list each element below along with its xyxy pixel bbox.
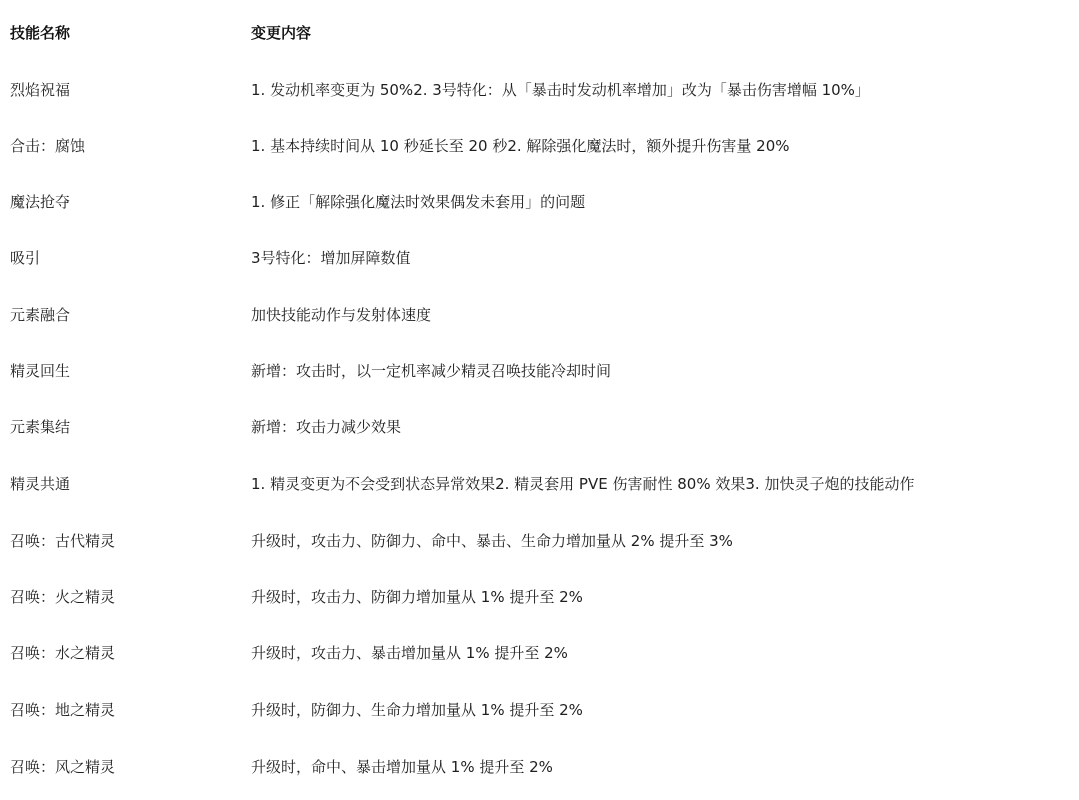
change-content: 新增：攻击时，以一定机率减少精灵召唤技能冷却时间	[251, 361, 612, 380]
table-row	[0, 125, 1079, 165]
change-content: 3号特化：增加屏障数值	[251, 248, 411, 267]
skill-name: 召唤：水之精灵	[10, 643, 116, 662]
table-row	[0, 746, 1079, 786]
table-row	[0, 237, 1079, 277]
table-row	[0, 520, 1079, 560]
change-content: 升级时，攻击力、防御力增加量从 1% 提升至 2%	[251, 587, 583, 606]
table-row	[0, 69, 1079, 109]
change-content: 1. 基本持续时间从 10 秒延长至 20 秒2. 解除强化魔法时，额外提升伤害量 20%	[251, 136, 790, 155]
change-content: 升级时，防御力、生命力增加量从 1% 提升至 2%	[251, 700, 583, 719]
header-change-content: 变更内容	[251, 23, 312, 42]
skill-name: 元素集结	[10, 417, 71, 436]
change-content: 1. 发动机率变更为 50%2. 3号特化：从「暴击时发动机率增加」改为「暴击伤害增幅 10%」	[251, 80, 870, 99]
header-skill-name: 技能名称	[10, 23, 71, 42]
change-content: 升级时，攻击力、暴击增加量从 1% 提升至 2%	[251, 643, 568, 662]
skill-name: 吸引	[10, 248, 41, 267]
change-content: 新增：攻击力减少效果	[251, 417, 402, 436]
table-row	[0, 576, 1079, 616]
change-content: 升级时，命中、暴击增加量从 1% 提升至 2%	[251, 757, 553, 776]
skill-name: 元素融合	[10, 305, 71, 324]
change-content: 升级时，攻击力、防御力、命中、暴击、生命力增加量从 2% 提升至 3%	[251, 531, 733, 550]
table-row	[0, 350, 1079, 390]
skill-name: 召唤：古代精灵	[10, 531, 116, 550]
change-content: 1. 修正「解除强化魔法时效果偶发未套用」的问题	[251, 192, 586, 211]
skill-name: 精灵共通	[10, 474, 71, 493]
table-row	[0, 294, 1079, 334]
skill-name: 召唤：火之精灵	[10, 587, 116, 606]
table-row	[0, 463, 1079, 503]
change-content: 加快技能动作与发射体速度	[251, 305, 432, 324]
skill-name: 魔法抢夺	[10, 192, 71, 211]
skill-name: 召唤：风之精灵	[10, 757, 116, 776]
skill-name: 烈焰祝福	[10, 80, 71, 99]
table-row	[0, 689, 1079, 729]
table-row	[0, 632, 1079, 672]
table-header-row	[0, 12, 1079, 52]
table-row	[0, 181, 1079, 221]
table-row	[0, 406, 1079, 446]
skill-name: 召唤：地之精灵	[10, 700, 116, 719]
skill-name: 合击：腐蚀	[10, 136, 86, 155]
skill-name: 精灵回生	[10, 361, 71, 380]
change-content: 1. 精灵变更为不会受到状态异常效果2. 精灵套用 PVE 伤害耐性 80% 效果3. 加快灵子炮的技能动作	[251, 474, 915, 493]
